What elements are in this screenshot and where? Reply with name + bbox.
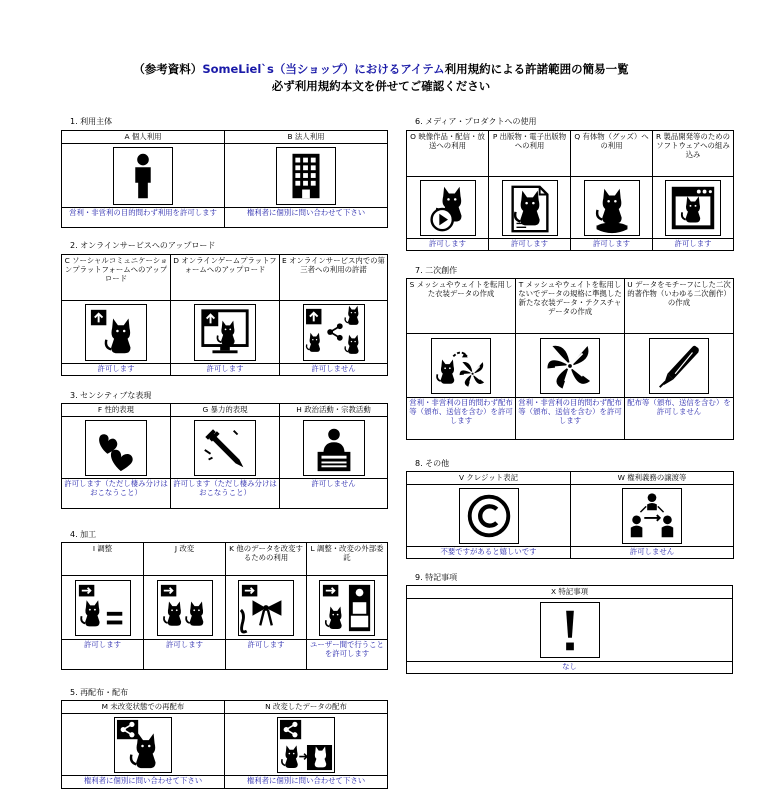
pen-icon (649, 338, 709, 394)
person-icon (113, 147, 173, 205)
window-cat-icon (665, 180, 721, 236)
derivative-table (406, 278, 734, 440)
other-table (406, 471, 734, 559)
ribbon-cat-icon (238, 580, 294, 636)
page-title: （参考資料）SomeLiel`s（当ショップ）におけるアイテム利用規約による許諾範囲の簡易一覧 (133, 62, 629, 76)
permission-o: 許可します (407, 239, 489, 251)
permission-e: 許可しません (280, 364, 388, 376)
item-label-w: W 権利義務の譲渡等 (571, 472, 734, 485)
item-label-t: T メッシュやウェイトを転用しないでデータの規格に準拠した新たな衣装データ・テクスチャデータの作成 (516, 279, 625, 334)
page-subtitle: 必ず利用規約本文を併せてご確認ください (271, 79, 491, 93)
section-heading-derivative: 7. 二次創作 (415, 266, 458, 275)
permission-k: 許可します (226, 640, 307, 670)
knife-icon (194, 420, 256, 476)
item-label-o: O 映像作品・配信・放送への利用 (407, 131, 489, 177)
permission-b: 権利者に個別に問い合わせて下さい (225, 208, 388, 228)
section-heading-online-upload: 2. オンラインサービスへのアップロード (70, 241, 216, 250)
item-label-p: P 出版物・電子出版物への利用 (489, 131, 571, 177)
online-upload-table (61, 254, 388, 376)
monitor-cat-icon (194, 304, 256, 361)
permission-i: 許可します (62, 640, 144, 670)
cat-flower-icon (431, 338, 491, 394)
hearts-icon (85, 420, 147, 476)
permission-l: ユーザー間で行うことを許可します (307, 640, 388, 670)
item-label-m: M 未改変状態での再配布 (62, 701, 225, 714)
section-heading-processing: 4. 加工 (70, 530, 97, 539)
permission-x: なし (407, 662, 733, 674)
permission-c: 許可します (62, 364, 171, 376)
item-label-x: X 特記事項 (407, 586, 733, 599)
outsource-cat-icon (319, 580, 375, 636)
figure-cat-icon (584, 180, 640, 236)
flower-icon (540, 338, 600, 394)
item-label-n: N 改変したデータの配布 (225, 701, 388, 714)
permission-w: 許可しません (571, 547, 734, 559)
section-heading-other: 8. その他 (415, 459, 450, 468)
item-label-v: V クレジット表記 (407, 472, 571, 485)
processing-table (61, 542, 388, 670)
permission-s: 営利・非営利の目的問わず配布等（頒布、送信を含む）を許可します (407, 398, 516, 440)
item-label-f: F 性的表現 (62, 404, 171, 417)
item-label-k: K 他のデータを改変するための利用 (226, 543, 307, 576)
page-title-shop-name: SomeLiel`s（当ショップ）におけるアイテム (202, 62, 445, 76)
item-label-i: I 調整 (62, 543, 144, 576)
share-single-cat-icon (114, 717, 172, 773)
permission-d: 許可します (171, 364, 280, 376)
transfer-icon (622, 488, 682, 544)
section-heading-sensitive: 3. センシティブな表現 (70, 391, 152, 400)
item-label-h: H 政治活動・宗教活動 (280, 404, 388, 417)
copyright-icon (459, 488, 519, 544)
item-label-u: U データをモチーフにした二次的著作物（いわゆる二次創作）の作成 (625, 279, 734, 334)
item-label-s: S メッシュやウェイトを転用した衣装データの作成 (407, 279, 516, 334)
item-label-d: D オンラインゲームプラットフォームへのアップロード (171, 255, 280, 301)
permission-a: 営利・非営利の目的問わず利用を許可します (62, 208, 225, 228)
permission-t: 営利・非営利の目的問わず配布等（頒布、送信を含む）を許可します (516, 398, 625, 440)
podium-icon (303, 420, 365, 476)
permission-j: 許可します (144, 640, 226, 670)
item-label-g: G 暴力的表現 (171, 404, 280, 417)
section-heading-redistribution: 5. 再配布・配布 (70, 688, 129, 697)
special-notes-table (406, 585, 733, 674)
permission-p: 許可します (489, 239, 571, 251)
item-label-e: E オンラインサービス内での第三者への利用の許諾 (280, 255, 388, 301)
item-label-l: L 調整・改変の外部委託 (307, 543, 388, 576)
modify-cat-icon (157, 580, 213, 636)
redistribution-table (61, 700, 388, 789)
sensitive-table (61, 403, 388, 509)
video-cat-icon (420, 180, 476, 236)
section-heading-special-notes: 9. 特記事項 (415, 573, 458, 582)
item-label-j: J 改変 (144, 543, 226, 576)
item-label-c: C ソーシャルコミュニケーションプラットフォームへのアップロード (62, 255, 171, 301)
usage-subject-table (61, 130, 388, 228)
permission-g: 許可します（ただし棲み分けはおこなうこと） (171, 479, 280, 509)
item-label-q: Q 有体物（グッズ）への利用 (571, 131, 653, 177)
permission-n: 権利者に個別に問い合わせて下さい (225, 776, 388, 789)
media-table (406, 130, 734, 251)
item-label-a: A 個人利用 (62, 131, 225, 144)
permission-m: 権利者に個別に問い合わせて下さい (62, 776, 225, 789)
permission-r: 許可します (653, 239, 734, 251)
exclamation-icon (540, 602, 600, 658)
upload-cat-icon (85, 304, 147, 361)
permission-h: 許可しません (280, 479, 388, 509)
building-icon (276, 147, 336, 205)
permission-f: 許可します（ただし棲み分けはおこなうこと） (62, 479, 171, 509)
section-heading-media: 6. メディア・プロダクトへの使用 (415, 117, 537, 126)
document-cat-icon (502, 180, 558, 236)
section-heading-usage-subject: 1. 利用主体 (70, 117, 113, 126)
item-label-b: B 法人利用 (225, 131, 388, 144)
permission-q: 許可します (571, 239, 653, 251)
item-label-r: R 製品開発等のためのソフトウェアへの組み込み (653, 131, 734, 177)
share-modified-cat-icon (277, 717, 335, 773)
permission-v: 不要ですがあると嬉しいです (407, 547, 571, 559)
adjust-cat-icon (75, 580, 131, 636)
share-cat-icon (303, 304, 365, 361)
permission-u: 配布等（頒布、送信を含む）を許可しません (625, 398, 734, 440)
